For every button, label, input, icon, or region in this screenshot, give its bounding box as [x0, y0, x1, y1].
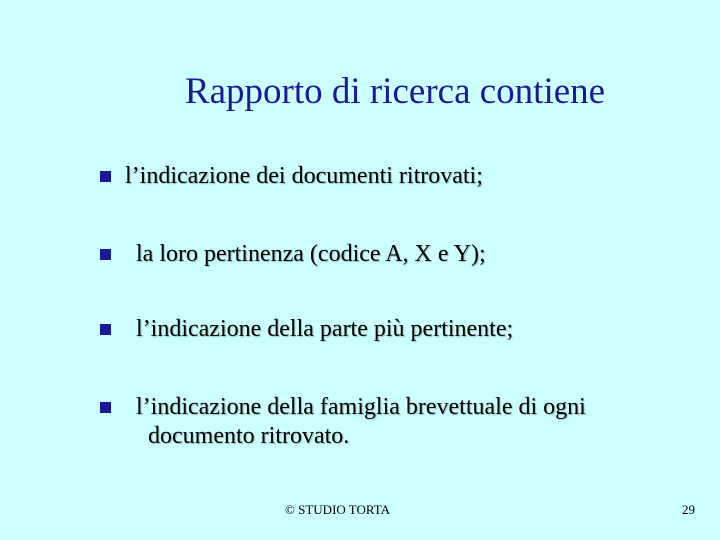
- square-bullet-icon: [100, 171, 111, 182]
- footer-copyright: © STUDIO TORTA: [285, 502, 391, 517]
- bullet-text: la loro pertinenza (codice A, X e Y);: [136, 241, 486, 267]
- bullet-text-line: l’indicazione della famiglia brevettuale di ogni: [136, 394, 586, 420]
- square-bullet-icon: [100, 402, 111, 413]
- square-bullet-icon: [100, 324, 111, 335]
- bullet-text: l’indicazione della parte più pertinente;: [136, 316, 514, 342]
- page-number: 29: [682, 502, 695, 517]
- slide-title: Rapporto di ricerca contiene: [184, 71, 606, 112]
- bullet-text-line: documento ritrovato.: [148, 423, 350, 449]
- square-bullet-icon: [100, 249, 111, 260]
- bullet-text-multiline: [136, 393, 696, 451]
- bullet-text: l’indicazione dei documenti ritrovati;: [125, 163, 483, 189]
